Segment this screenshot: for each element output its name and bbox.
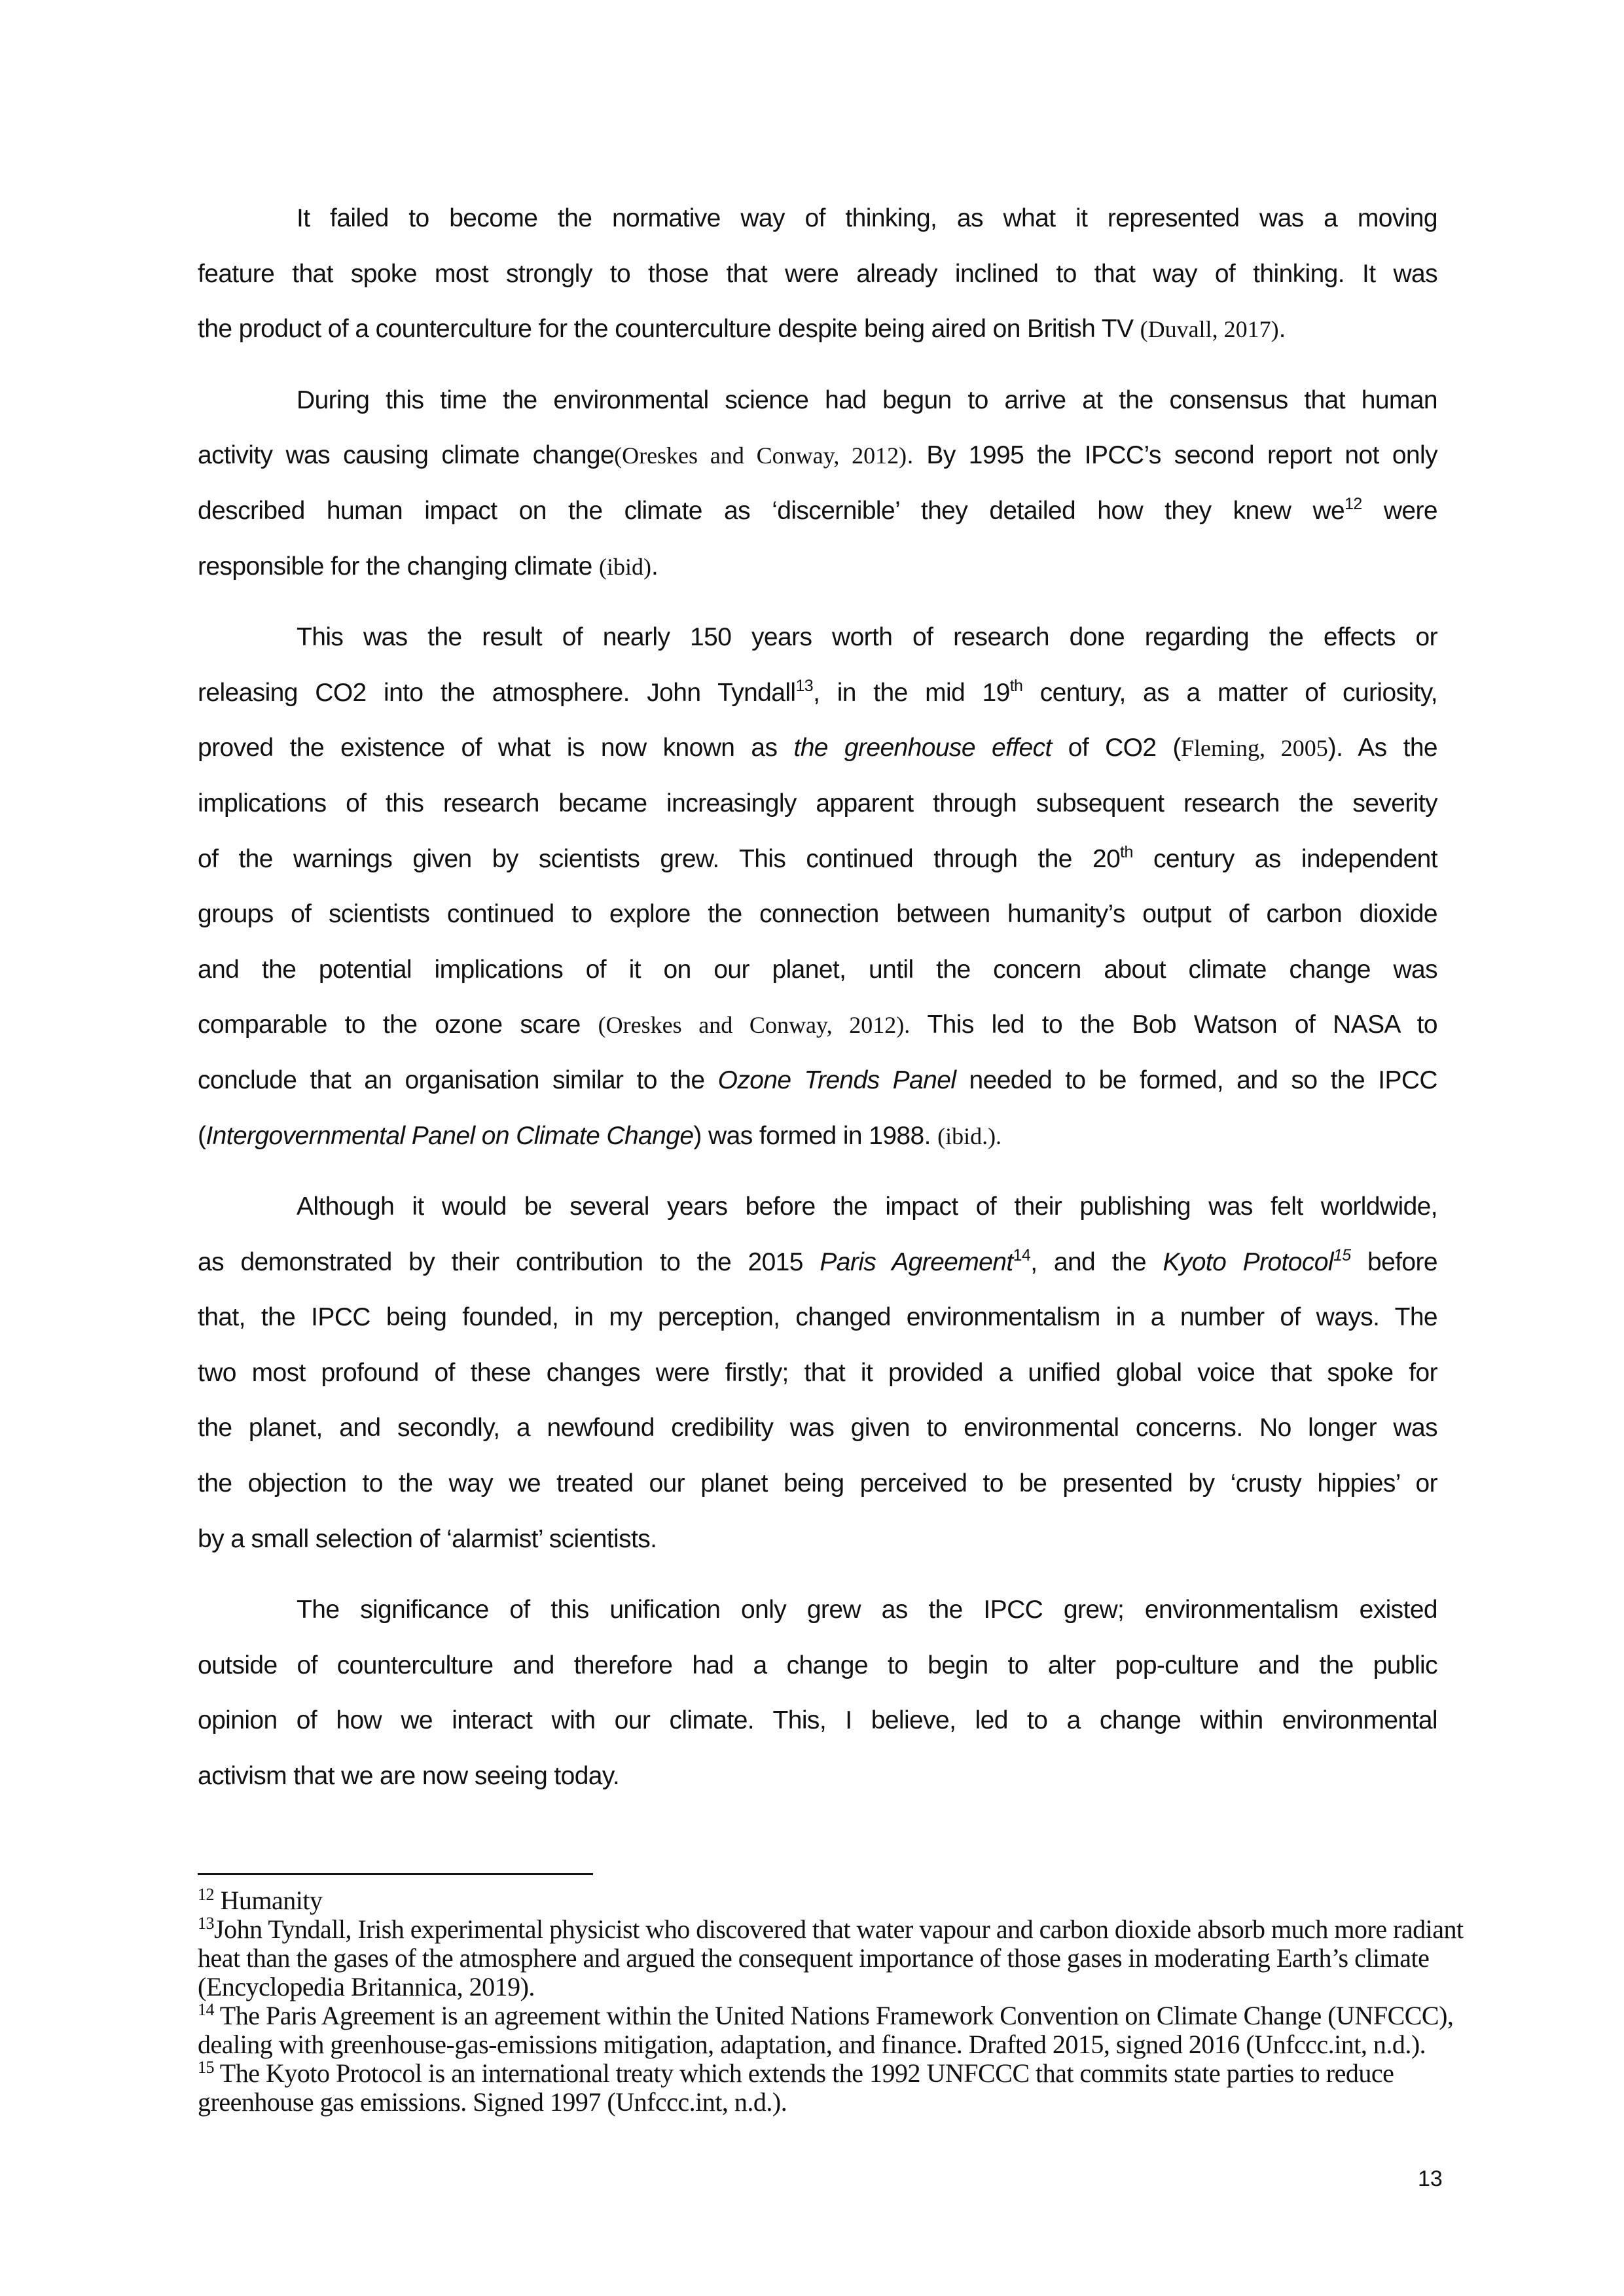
text-run: and the potential implications of it on our planet, until the concern about climate change was <box>198 955 1437 984</box>
footnote-line <box>198 2059 1441 2088</box>
paragraph <box>198 1179 1437 1567</box>
text-line <box>198 1456 1437 1512</box>
footnote-marker: th <box>1009 676 1023 695</box>
text-line <box>198 1179 1437 1235</box>
citation: (Duvall, 2017) <box>1140 316 1279 343</box>
text-run: activity was causing climate change <box>198 441 615 470</box>
text-line <box>198 1346 1437 1401</box>
footnote-marker: 15 <box>198 2058 214 2077</box>
text-run: century, as a matter of curiosity, <box>1022 678 1437 707</box>
text-run: the planet, and secondly, a newfound credibility was given to environmental concerns. No longer was <box>198 1414 1437 1443</box>
italic-text: Ozone Trends Panel <box>717 1066 956 1094</box>
text-run: before <box>1350 1247 1438 1276</box>
text-run: of CO2 ( <box>1051 734 1181 762</box>
footnote-separator <box>198 1873 593 1875</box>
text-run: proved the existence of what is now known as <box>198 734 794 762</box>
text-run: opinion of how we interact with our climate. This, I believe, led to a change within environmental <box>198 1706 1437 1735</box>
footnote-line <box>198 1886 1441 1915</box>
text-line <box>198 428 1437 484</box>
text-run: . By 1995 the IPCC’s second report not only <box>907 441 1437 470</box>
footnote-line <box>198 2030 1441 2059</box>
text-run: the objection to the way we treated our planet being perceived to be presented by ‘crusty hippies’ or <box>198 1469 1437 1498</box>
text-run: This was the result of nearly 150 years worth of research done regarding the effects or <box>297 623 1437 652</box>
text-line <box>198 373 1437 429</box>
italic-text: Kyoto Protocol <box>1163 1247 1333 1276</box>
footnote-marker: 12 <box>198 1885 214 1904</box>
italic-text: Intergovernmental Panel on Climate Change <box>206 1121 694 1150</box>
citation: (ibid) <box>599 553 651 580</box>
text-line <box>198 191 1437 247</box>
text-line <box>198 1401 1437 1456</box>
page-number: 13 <box>1418 2166 1443 2191</box>
text-line <box>198 721 1437 776</box>
text-line <box>198 997 1437 1053</box>
text-run: that, the IPCC being founded, in my perception, changed environmentalism in a number of ways. The <box>198 1303 1437 1332</box>
text-run: comparable to the ozone scare <box>198 1011 598 1039</box>
text-run: The Paris Agreement is an agreement within the United Nations Framework Convention on Climate Change (UNFCCC), <box>214 2001 1454 2030</box>
text-run: described human impact on the climate as ‘discernible’ they detailed how they knew we <box>198 496 1345 525</box>
italic-text: the greenhouse effect <box>793 734 1052 762</box>
footnote-marker: 15 <box>1333 1246 1351 1265</box>
paragraph <box>198 1583 1437 1804</box>
text-run: groups of scientists continued to explore the connection between humanity’s output of carbon dioxide <box>198 900 1437 929</box>
text-run: heat than the gases of the atmosphere and argued the consequent importance of those gases in moderating Earth’s climate <box>198 1943 1430 1973</box>
text-run: (Encyclopedia Britannica, 2019). <box>198 1972 535 2001</box>
footnotes <box>198 1885 1464 2117</box>
text-run: of the warnings given by scientists grew. This continued through the 20 <box>198 844 1121 873</box>
text-line <box>198 776 1437 832</box>
text-line <box>198 247 1437 302</box>
text-run: as demonstrated by their contribution to the 2015 <box>198 1247 820 1276</box>
text-run: Although it would be several years before the impact of their publishing was felt worldwide, <box>297 1193 1437 1221</box>
text-line <box>198 666 1437 721</box>
text-run: Humanity <box>214 1886 323 1915</box>
footnote-marker: 14 <box>1013 1246 1031 1265</box>
text-line <box>198 942 1437 998</box>
text-run: activism that we are now seeing today. <box>198 1762 620 1791</box>
text-run: ( <box>198 1121 206 1150</box>
text-run: dealing with greenhouse-gas-emissions mitigation, adaptation, and finance. Drafted 2015, signed 2016 (Unfccc.int, n.d.). <box>198 2030 1426 2059</box>
body-text <box>198 191 1437 1820</box>
text-line <box>198 887 1437 942</box>
footnote <box>198 2000 1454 2059</box>
text-line <box>198 484 1437 539</box>
text-line <box>198 832 1437 888</box>
text-run: feature that spoke most strongly to those that were already inclined to that way of thinking. It was <box>198 259 1437 288</box>
text-run: The significance of this unification only grew as the IPCC grew; environmentalism existed <box>297 1596 1437 1624</box>
text-line <box>198 1749 1437 1804</box>
text-run: greenhouse gas emissions. Signed 1997 (Unfccc.int, n.d.). <box>198 2087 787 2117</box>
text-run: were <box>1362 496 1437 525</box>
text-run: John Tyndall, Irish experimental physicist who discovered that water vapour and carbon dioxide absorb much more radiant <box>214 1914 1464 1944</box>
text-run: During this time the environmental science had begun to arrive at the consensus that human <box>297 386 1437 414</box>
footnote-marker: th <box>1120 842 1133 861</box>
paragraph <box>198 191 1437 357</box>
citation: (ibid.). <box>937 1122 1002 1149</box>
footnote-marker: 12 <box>1344 494 1362 513</box>
text-run: . <box>1278 315 1286 344</box>
footnote-line <box>198 2088 1441 2117</box>
text-line <box>198 1235 1437 1291</box>
text-line <box>198 1290 1437 1346</box>
text-run: , and the <box>1030 1247 1163 1276</box>
text-line <box>198 539 1437 595</box>
footnote <box>198 2059 1441 2117</box>
text-run: by a small selection of ‘alarmist’ scientists. <box>198 1524 657 1553</box>
footnote-line <box>198 1944 1441 1973</box>
citation: Fleming, 2005 <box>1180 735 1328 762</box>
text-line <box>198 1053 1437 1109</box>
citation: (Oreskes and Conway, 2012). <box>598 1012 911 1039</box>
text-run: It failed to become the normative way of thinking, as what it represented was a moving <box>297 204 1437 232</box>
text-run: . <box>651 552 659 581</box>
text-line <box>198 610 1437 666</box>
text-run: The Kyoto Protocol is an international treaty which extends the 1992 UNFCCC that commits state parties to reduce <box>214 2058 1394 2088</box>
text-line <box>198 1512 1437 1568</box>
text-run: ) was formed in 1988. <box>693 1121 938 1150</box>
text-run: conclude that an organisation similar to the <box>198 1066 718 1094</box>
footnote-line <box>198 1914 1464 1944</box>
footnote-marker: 13 <box>795 676 814 695</box>
text-line <box>198 1583 1437 1638</box>
footnote-line <box>198 2000 1454 2030</box>
footnote-line <box>198 1973 1441 2001</box>
footnote <box>198 1914 1464 2001</box>
text-line <box>198 1638 1437 1694</box>
paragraph <box>198 610 1437 1164</box>
text-run: implications of this research became increasingly apparent through subsequent research the severity <box>198 789 1437 817</box>
text-run: releasing CO2 into the atmosphere. John Tyndall <box>198 678 796 707</box>
text-run: needed to be formed, and so the IPCC <box>956 1066 1437 1094</box>
text-run: outside of counterculture and therefore had a change to begin to alter pop-culture and the public <box>198 1651 1437 1679</box>
text-run: This led to the Bob Watson of NASA to <box>910 1011 1437 1039</box>
paragraph <box>198 373 1437 594</box>
text-run: century as independent <box>1132 844 1437 873</box>
text-run: ). As the <box>1327 734 1438 762</box>
footnote-marker: 13 <box>198 1914 214 1933</box>
text-run: two most profound of these changes were firstly; that it provided a unified global voice that spoke for <box>198 1358 1437 1387</box>
citation: (Oreskes and Conway, 2012) <box>614 442 907 469</box>
text-run: , in the mid 19 <box>813 678 1010 707</box>
footnote <box>198 1886 1441 1915</box>
italic-text: Paris Agreement <box>820 1247 1013 1276</box>
footnote-marker: 14 <box>198 2000 214 2019</box>
text-run: responsible for the changing climate <box>198 552 599 581</box>
text-run: the product of a counterculture for the counterculture despite being aired on British TV <box>198 315 1140 344</box>
text-line <box>198 302 1437 357</box>
text-line <box>198 1693 1437 1749</box>
text-line <box>198 1109 1437 1164</box>
